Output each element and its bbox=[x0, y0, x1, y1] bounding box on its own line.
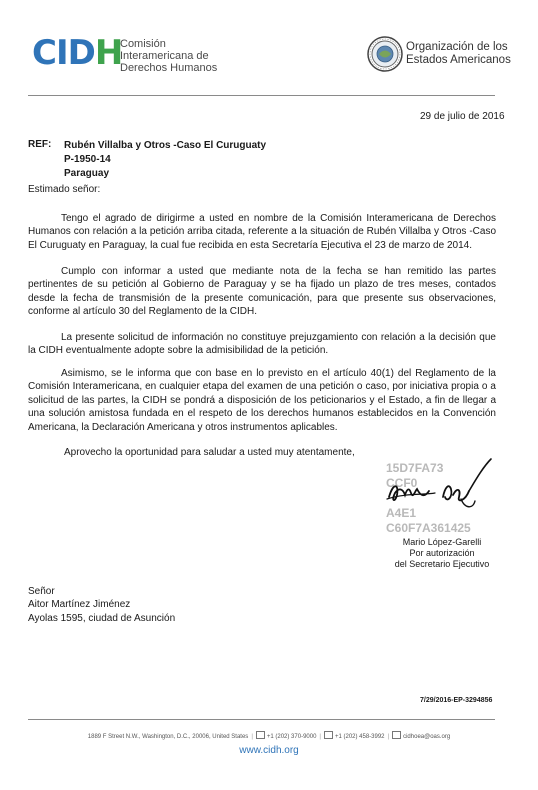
cidh-name-line: Comisión bbox=[120, 38, 166, 50]
signer-block bbox=[386, 537, 498, 570]
stamp-code: 15D7FA73 bbox=[386, 461, 444, 475]
stamp-code: CCF0 bbox=[386, 476, 418, 490]
stamp-code: A4E1 bbox=[386, 506, 417, 520]
cidh-full-name bbox=[120, 38, 217, 74]
signer-line: Por autorización bbox=[409, 548, 475, 558]
oas-name-line: Organización de los bbox=[406, 41, 508, 53]
signer-line: del Secretario Ejecutivo bbox=[394, 559, 490, 569]
email-icon bbox=[392, 731, 401, 739]
body-paragraph: La presente solicitud de información no constituye prejuzgamiento con relación a la decisión que la CIDH eventualmente adopte sobre la admisibilidad de la petición. bbox=[28, 332, 496, 357]
document-reference: 7/29/2016-EP-3294856 bbox=[420, 697, 493, 704]
body-paragraph: Asimismo, se le informa que con base en lo previsto en el artículo 40(1) del Reglamento de la Comisión Interamericana, en cualquier etapa del examen de una petición o caso, por iniciativa propia o a solicitud de las partes, la CIDH se pondrá a disposición de los peticionarios y el Estado, a fin de llegar a una solución amistosa fundada en el respeto de los derechos humanos establecidos en la Convención Americana, la Declaración Americana y otros instrumentos aplicables. bbox=[28, 368, 496, 433]
footer-email[interactable]: cidhoea@oas.org bbox=[403, 734, 451, 740]
oas-full-name bbox=[406, 41, 511, 67]
salutation: Estimado señor: bbox=[28, 184, 101, 195]
ref-block bbox=[64, 139, 266, 181]
body-paragraph: Cumplo con informar a usted que mediante nota de la fecha se han remitido las partes pertinentes de su petición al Gobierno de Paraguay y se ha fijado un plazo de tres meses, contados desde la fecha de transmisión de la presente comunicación, para que presente sus observaciones, conforme al artículo 30 del Reglamento de la CIDH. bbox=[28, 266, 496, 318]
signer-line: Mario López-Garelli bbox=[402, 537, 482, 547]
cidh-logo-h: H bbox=[94, 33, 123, 73]
ref-line: P-1950-14 bbox=[64, 154, 111, 165]
ref-line: Rubén Villalba y Otros -Caso El Curuguaty bbox=[64, 140, 267, 151]
stamp-code: C60F7A361425 bbox=[386, 521, 471, 535]
oas-seal-icon bbox=[367, 36, 403, 72]
cidh-logo bbox=[32, 33, 123, 73]
recipient-block bbox=[28, 585, 175, 625]
fax-icon bbox=[324, 731, 333, 739]
ref-label: REF: bbox=[28, 139, 52, 150]
closing-line: Aprovecho la oportunidad para saludar a usted muy atentamente, bbox=[64, 447, 355, 458]
header-divider bbox=[28, 95, 495, 96]
oas-name-line: Estados Americanos bbox=[406, 54, 511, 66]
phone-icon bbox=[256, 731, 265, 739]
letter-date: 29 de julio de 2016 bbox=[420, 111, 505, 122]
cidh-name-line: Interamericana de bbox=[120, 50, 209, 62]
footer-phone: +1 (202) 370-9000 bbox=[266, 734, 317, 740]
recipient-line: Aitor Martínez Jiménez bbox=[28, 599, 131, 611]
footer-fax: +1 (202) 458-3992 bbox=[334, 734, 385, 740]
handwritten-signature bbox=[385, 453, 495, 519]
footer-address: 1889 F Street N.W., Washington, D.C., 20006, United States bbox=[87, 734, 249, 740]
recipient-line: Señor bbox=[28, 586, 55, 597]
cidh-name-line: Derechos Humanos bbox=[120, 62, 218, 74]
cidh-logo-text: CIDH bbox=[32, 33, 123, 73]
ref-line: Paraguay bbox=[64, 168, 110, 179]
footer-divider bbox=[28, 719, 495, 720]
recipient-line: Ayolas 1595, ciudad de Asunción bbox=[28, 612, 176, 624]
footer-contact: 1889 F Street N.W., Washington, D.C., 20006, United States | +1 (202) 370-9000 | +1 (202) 458-3992 | cidhoea@oas.org bbox=[0, 731, 538, 740]
body-paragraph: Tengo el agrado de dirigirme a usted en nombre de la Comisión Interamericana de Derechos Humanos con relación a la petición arriba citada, referente a la situación de Rubén Villalba y Otros -Caso El Curuguaty en Paraguay, la cual fue recibida en esta Secretaría Ejecutiva el 23 de marzo de 2014. bbox=[28, 213, 496, 251]
footer-website[interactable]: www.cidh.org bbox=[239, 745, 299, 756]
